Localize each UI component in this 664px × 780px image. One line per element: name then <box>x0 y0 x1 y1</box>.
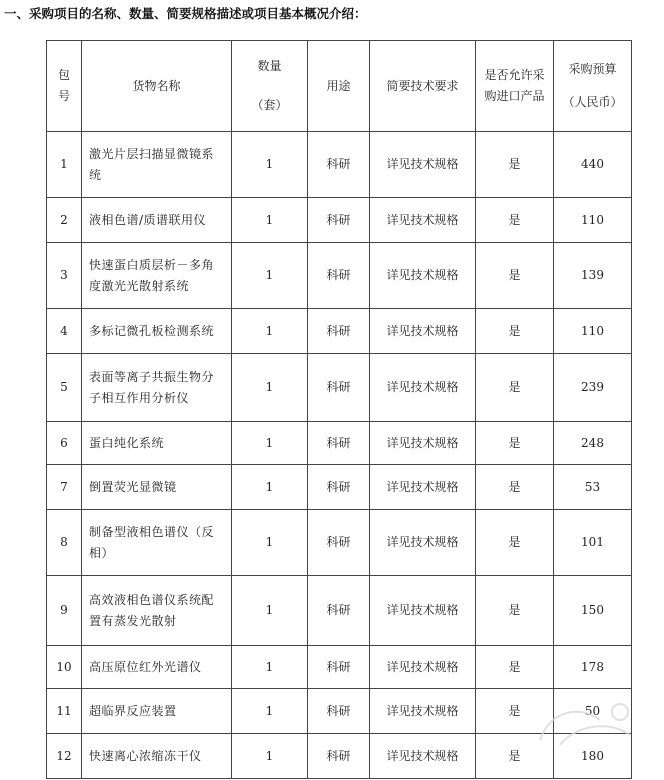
purpose-cell: 科研 <box>308 646 370 689</box>
budget-cell: 110 <box>554 198 632 243</box>
item-name-cell: 倒置荧光显微镜 <box>82 465 232 510</box>
table-row <box>47 734 632 779</box>
package-number-cell: 2 <box>47 198 82 243</box>
import-allowed-cell: 是 <box>476 198 554 243</box>
budget-cell: 139 <box>554 243 632 309</box>
budget-cell: 53 <box>554 465 632 510</box>
table-row <box>47 465 632 510</box>
quantity-cell: 1 <box>232 309 308 354</box>
section-heading: 一、采购项目的名称、数量、简要规格描述或项目基本概况介绍： <box>4 6 367 21</box>
item-name-cell: 多标记微孔板检测系统 <box>82 309 232 354</box>
import-allowed-cell: 是 <box>476 422 554 465</box>
spec-cell: 详见技术规格 <box>370 354 476 422</box>
package-number-cell: 10 <box>47 646 82 689</box>
spec-cell: 详见技术规格 <box>370 309 476 354</box>
purpose-cell: 科研 <box>308 422 370 465</box>
item-name-cell: 快速离心浓缩冻干仪 <box>82 734 232 779</box>
budget-cell: 440 <box>554 132 632 198</box>
purpose-cell: 科研 <box>308 689 370 734</box>
table-row <box>47 309 632 354</box>
package-number-cell: 12 <box>47 734 82 779</box>
spec-cell: 详见技术规格 <box>370 576 476 646</box>
package-number-cell: 8 <box>47 510 82 576</box>
quantity-cell: 1 <box>232 354 308 422</box>
header-budget-label: 采购预算 <box>568 62 617 76</box>
item-name-cell: 高效液相色谱仪系统配置有蒸发光散射 <box>82 576 232 646</box>
quantity-cell: 1 <box>232 734 308 779</box>
purpose-cell: 科研 <box>308 198 370 243</box>
purpose-cell: 科研 <box>308 734 370 779</box>
budget-cell: 239 <box>554 354 632 422</box>
spec-cell: 详见技术规格 <box>370 465 476 510</box>
import-allowed-cell: 是 <box>476 510 554 576</box>
purpose-cell: 科研 <box>308 309 370 354</box>
budget-cell: 50 <box>554 689 632 734</box>
item-name-cell: 快速蛋白质层析－多角度激光光散射系统 <box>82 243 232 309</box>
spec-cell: 详见技术规格 <box>370 646 476 689</box>
quantity-cell: 1 <box>232 576 308 646</box>
spec-cell: 详见技术规格 <box>370 734 476 779</box>
purpose-cell: 科研 <box>308 465 370 510</box>
spec-cell: 详见技术规格 <box>370 510 476 576</box>
table-row <box>47 198 632 243</box>
package-number-cell: 9 <box>47 576 82 646</box>
budget-cell: 180 <box>554 734 632 779</box>
table-header-row <box>47 41 632 132</box>
item-name-cell: 表面等离子共振生物分子相互作用分析仪 <box>82 354 232 422</box>
quantity-cell: 1 <box>232 465 308 510</box>
header-spec: 简要技术要求 <box>370 41 476 132</box>
budget-cell: 150 <box>554 576 632 646</box>
table-row <box>47 243 632 309</box>
purpose-cell: 科研 <box>308 510 370 576</box>
table-row <box>47 576 632 646</box>
quantity-cell: 1 <box>232 646 308 689</box>
package-number-cell: 7 <box>47 465 82 510</box>
header-qty-unit: （套） <box>251 98 288 112</box>
quantity-cell: 1 <box>232 689 308 734</box>
import-allowed-cell: 是 <box>476 132 554 198</box>
item-name-cell: 蛋白纯化系统 <box>82 422 232 465</box>
import-allowed-cell: 是 <box>476 243 554 309</box>
header-import: 是否允许采购进口产品 <box>476 41 554 132</box>
package-number-cell: 3 <box>47 243 82 309</box>
import-allowed-cell: 是 <box>476 689 554 734</box>
purpose-cell: 科研 <box>308 354 370 422</box>
package-number-cell: 6 <box>47 422 82 465</box>
header-budget <box>554 41 632 132</box>
budget-cell: 110 <box>554 309 632 354</box>
quantity-cell: 1 <box>232 510 308 576</box>
import-allowed-cell: 是 <box>476 309 554 354</box>
spec-cell: 详见技术规格 <box>370 243 476 309</box>
import-allowed-cell: 是 <box>476 576 554 646</box>
table-row <box>47 132 632 198</box>
header-name: 货物名称 <box>82 41 232 132</box>
spec-cell: 详见技术规格 <box>370 422 476 465</box>
budget-cell: 101 <box>554 510 632 576</box>
header-pkg: 包号 <box>47 41 82 132</box>
table-row <box>47 422 632 465</box>
table-row <box>47 646 632 689</box>
item-name-cell: 制备型液相色谱仪（反相） <box>82 510 232 576</box>
package-number-cell: 5 <box>47 354 82 422</box>
spec-cell: 详见技术规格 <box>370 132 476 198</box>
item-name-cell: 激光片层扫描显微镜系统 <box>82 132 232 198</box>
purpose-cell: 科研 <box>308 576 370 646</box>
purpose-cell: 科研 <box>308 243 370 309</box>
item-name-cell: 高压原位红外光谱仪 <box>82 646 232 689</box>
import-allowed-cell: 是 <box>476 646 554 689</box>
table-row <box>47 354 632 422</box>
package-number-cell: 4 <box>47 309 82 354</box>
quantity-cell: 1 <box>232 422 308 465</box>
header-budget-unit: （人民币） <box>562 95 623 109</box>
header-qty <box>232 41 308 132</box>
budget-cell: 178 <box>554 646 632 689</box>
quantity-cell: 1 <box>232 198 308 243</box>
header-use: 用途 <box>308 41 370 132</box>
import-allowed-cell: 是 <box>476 465 554 510</box>
import-allowed-cell: 是 <box>476 734 554 779</box>
spec-cell: 详见技术规格 <box>370 689 476 734</box>
table-row <box>47 689 632 734</box>
quantity-cell: 1 <box>232 132 308 198</box>
procurement-table <box>46 40 632 779</box>
import-allowed-cell: 是 <box>476 354 554 422</box>
quantity-cell: 1 <box>232 243 308 309</box>
spec-cell: 详见技术规格 <box>370 198 476 243</box>
item-name-cell: 超临界反应装置 <box>82 689 232 734</box>
table-row <box>47 510 632 576</box>
header-qty-label: 数量 <box>257 59 282 73</box>
package-number-cell: 1 <box>47 132 82 198</box>
package-number-cell: 11 <box>47 689 82 734</box>
purpose-cell: 科研 <box>308 132 370 198</box>
budget-cell: 248 <box>554 422 632 465</box>
item-name-cell: 液相色谱/质谱联用仪 <box>82 198 232 243</box>
